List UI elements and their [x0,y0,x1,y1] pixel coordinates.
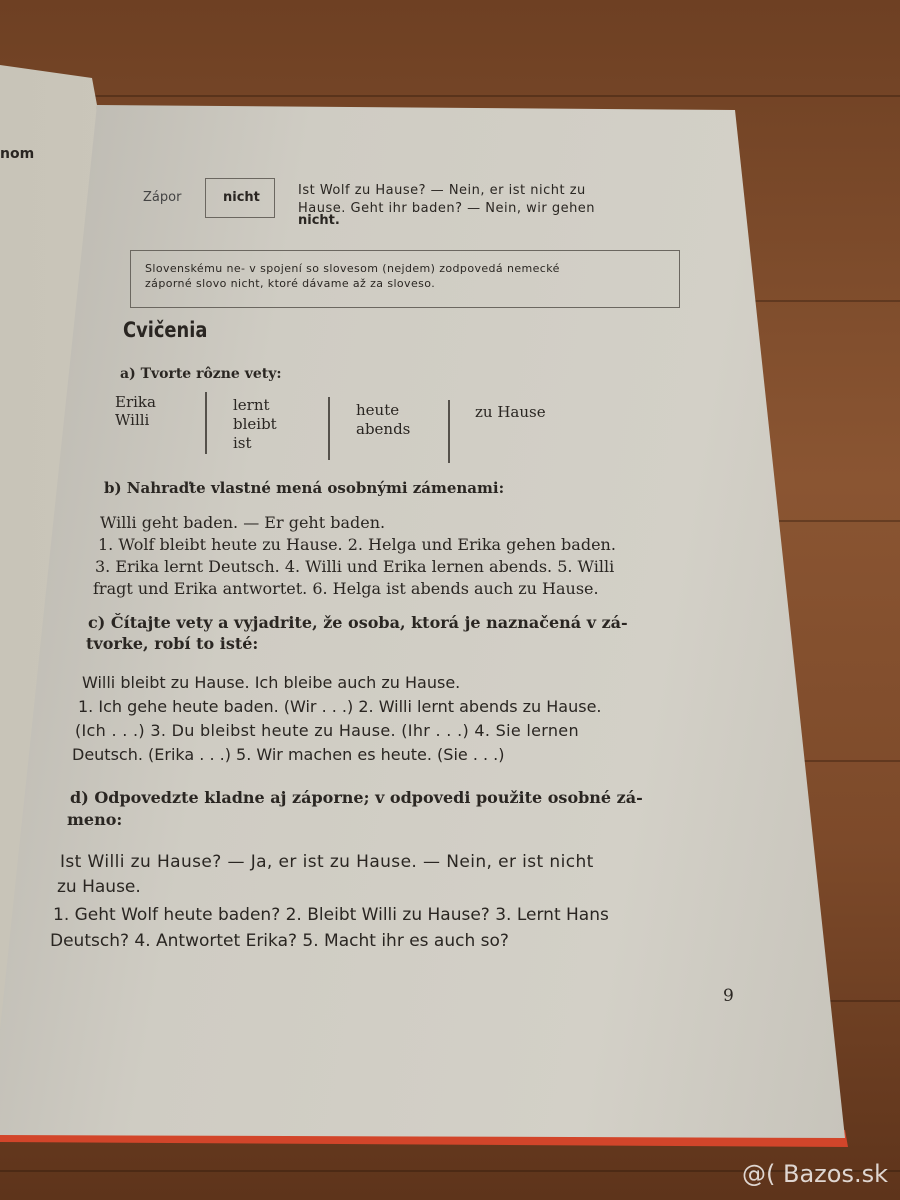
exercise-d-line: zu Hause. [57,877,141,897]
exercise-d-line: Deutsch? 4. Antwortet Erika? 5. Macht ihr es auch so? [50,931,509,951]
exercise-c-heading: c) Čítajte vety a vyjadrite, že osoba, ktorá je naznačená v zá- [88,613,628,632]
exercise-d-line: Ist Willi zu Hause? — Ja, er ist zu Hause. — Nein, er ist nicht [60,852,594,872]
exercise-a-col-1: Erika Willi [115,393,156,429]
exercise-c-line: 1. Ich gehe heute baden. (Wir . . .) 2. Willi lernt abends zu Hause. [78,697,602,716]
negation-example: Ist Wolf zu Hause? — Nein, er ist nicht zu [298,183,586,198]
exercise-c-line: Willi bleibt zu Hause. Ich bleibe auch zu Hause. [82,673,461,692]
exercise-b-line: fragt und Erika antwortet. 6. Helga ist abends auch zu Hause. [93,579,599,598]
exercise-b-line: 1. Wolf bleibt heute zu Hause. 2. Helga und Erika gehen baden. [98,535,616,554]
exercise-a-col-2: lernt bleibt ist [233,396,277,452]
section-title: Cvičenia [123,318,208,342]
exercise-b-line: Willi geht baden. — Er geht baden. [100,513,386,532]
negation-keyword: nicht [223,190,260,205]
left-page-fragment: nom [0,146,35,162]
note-line: Slovenskému ne- v spojení so slovesom (nejdem) zodpovedá nemecké [145,262,560,275]
exercise-c-line: (Ich . . .) 3. Du bleibst heute zu Hause. (Ihr . . .) 4. Sie lernen [75,721,579,740]
note-line: záporné slovo nicht, ktoré dávame až za sloveso. [145,277,436,290]
exercise-d-heading: d) Odpovedzte kladne aj záporne; v odpovedi použite osobné zá- [70,788,643,807]
exercise-a-col-3: heute abends [356,401,411,438]
negation-example: nicht. [298,213,340,228]
negation-label: Zápor [143,190,182,205]
exercise-b-line: 3. Erika lernt Deutsch. 4. Willi und Erika lernen abends. 5. Willi [95,557,615,576]
negation-example: Hause. Geht ihr baden? — Nein, wir gehen [298,201,596,216]
exercise-b-heading: b) Nahraďte vlastné mená osobnými zámenami: [104,479,505,497]
exercise-d-line: 1. Geht Wolf heute baden? 2. Bleibt Willi zu Hause? 3. Lernt Hans [53,905,609,925]
exercise-d-heading: meno: [67,810,123,829]
exercise-c-heading: tvorke, robí to isté: [86,634,259,653]
exercise-a-heading: a) Tvorte rôzne vety: [120,366,282,382]
page-number: 9 [723,986,734,1006]
exercise-a-col-4: zu Hause [475,403,546,421]
exercise-c-line: Deutsch. (Erika . . .) 5. Wir machen es heute. (Sie . . .) [72,745,505,764]
watermark: @( Bazos.sk [742,1160,888,1188]
